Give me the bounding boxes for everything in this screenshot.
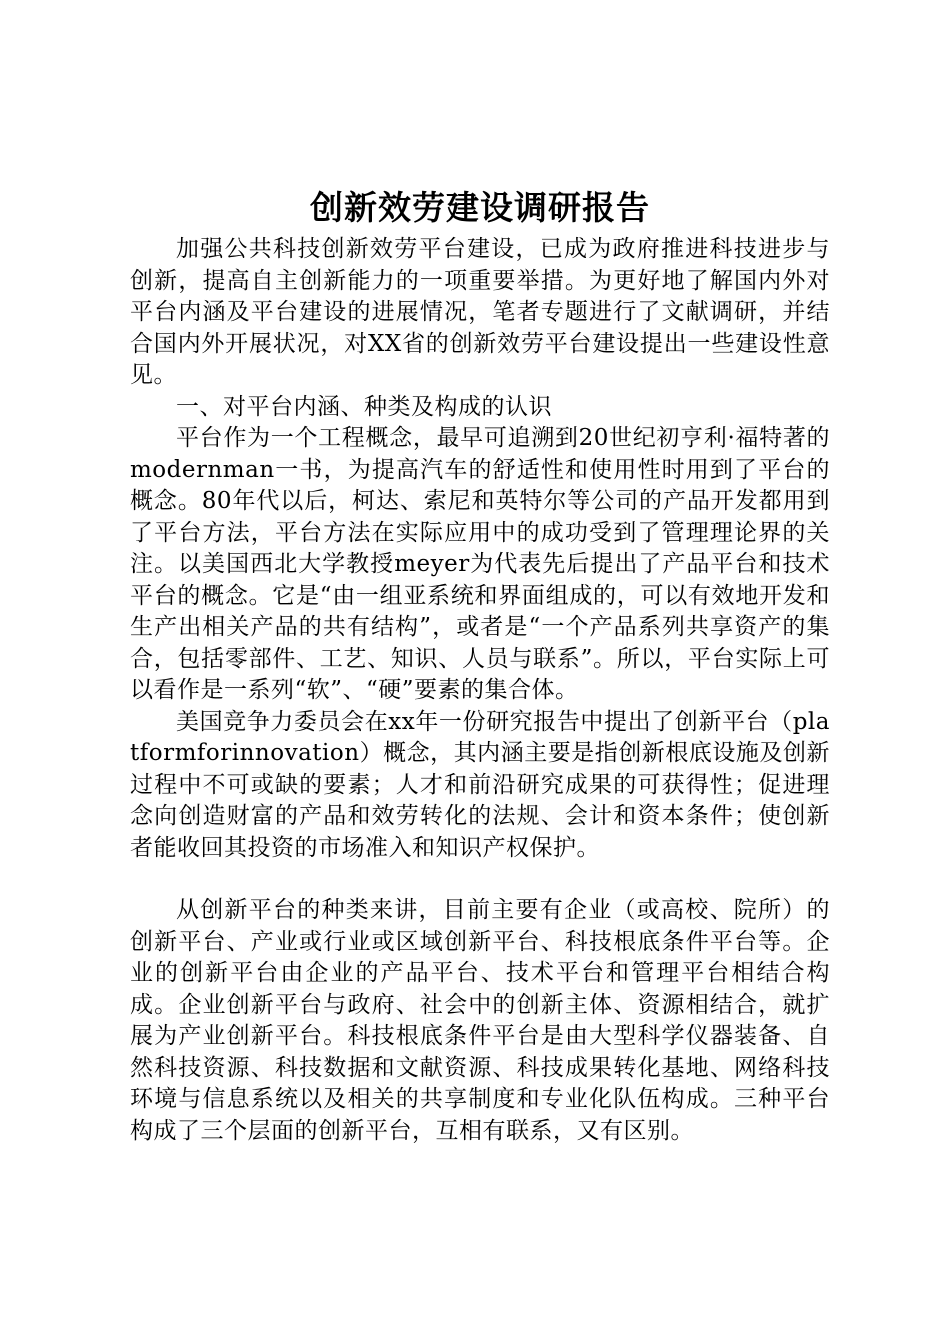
paragraph-intro: 加强公共科技创新效劳平台建设，已成为政府推进科技进步与创新，提高自主创新能力的一项重要举措。为更好地了解国内外对平台内涵及平台建设的进展情况，笔者专题进行了文献调研，并结合国内外开展状况，对XX省的创新效劳平台建设提出一些建设性意见。 bbox=[130, 236, 830, 388]
section-heading-1: 一、对平台内涵、种类及构成的认识 bbox=[176, 393, 552, 420]
document-page bbox=[130, 186, 830, 1147]
paragraph-platform-types: 从创新平台的种类来讲，目前主要有企业（或高校、院所）的创新平台、产业或行业或区域创新平台、科技根底条件平台等。企业的创新平台由企业的产品平台、技术平台和管理平台相结合构成。企业创新平台与政府、社会中的创新主体、资源相结合，就扩展为产业创新平台。科技根底条件平台是由大型科学仪器装备、自然科技资源、科技数据和文献资源、科技成果转化基地、网络科技环境与信息系统以及相关的共享制度和专业化队伍构成。三种平台构成了三个层面的创新平台，互相有联系，又有区别。 bbox=[130, 897, 830, 1144]
document-title: 创新效劳建设调研报告 bbox=[310, 188, 650, 227]
paragraph-platform-origin: 平台作为一个工程概念，最早可追溯到20世纪初亨利·福特著的modernman一书，为提高汽车的舒适性和使用性时用到了平台的概念。80年代以后，柯达、索尼和英特尔等公司的产品开发都用到了平台方法，平台方法在实际应用中的成功受到了管理理论界的关注。以美国西北大学教授meyer为代表先后提出了产品平台和技术平台的概念。它是“由一组亚系统和界面组成的，可以有效地开发和生产出相关产品的共有结构”，或者是“一个产品系列共享资产的集合，包括零部件、工艺、知识、人员与联系”。所以，平台实际上可以看作是一系列“软”、“硬”要素的集合体。 bbox=[130, 425, 830, 703]
paragraph-us-competitiveness: 美国竞争力委员会在xx年一份研究报告中提出了创新平台（platformforinnovation）概念，其内涵主要是指创新根底设施及创新过程中不可或缺的要素；人才和前沿研究成果的可获得性；促进理念向创造财富的产品和效劳转化的法规、会计和资本条件；使创新者能收回其投资的市场准入和知识产权保护。 bbox=[130, 708, 830, 861]
